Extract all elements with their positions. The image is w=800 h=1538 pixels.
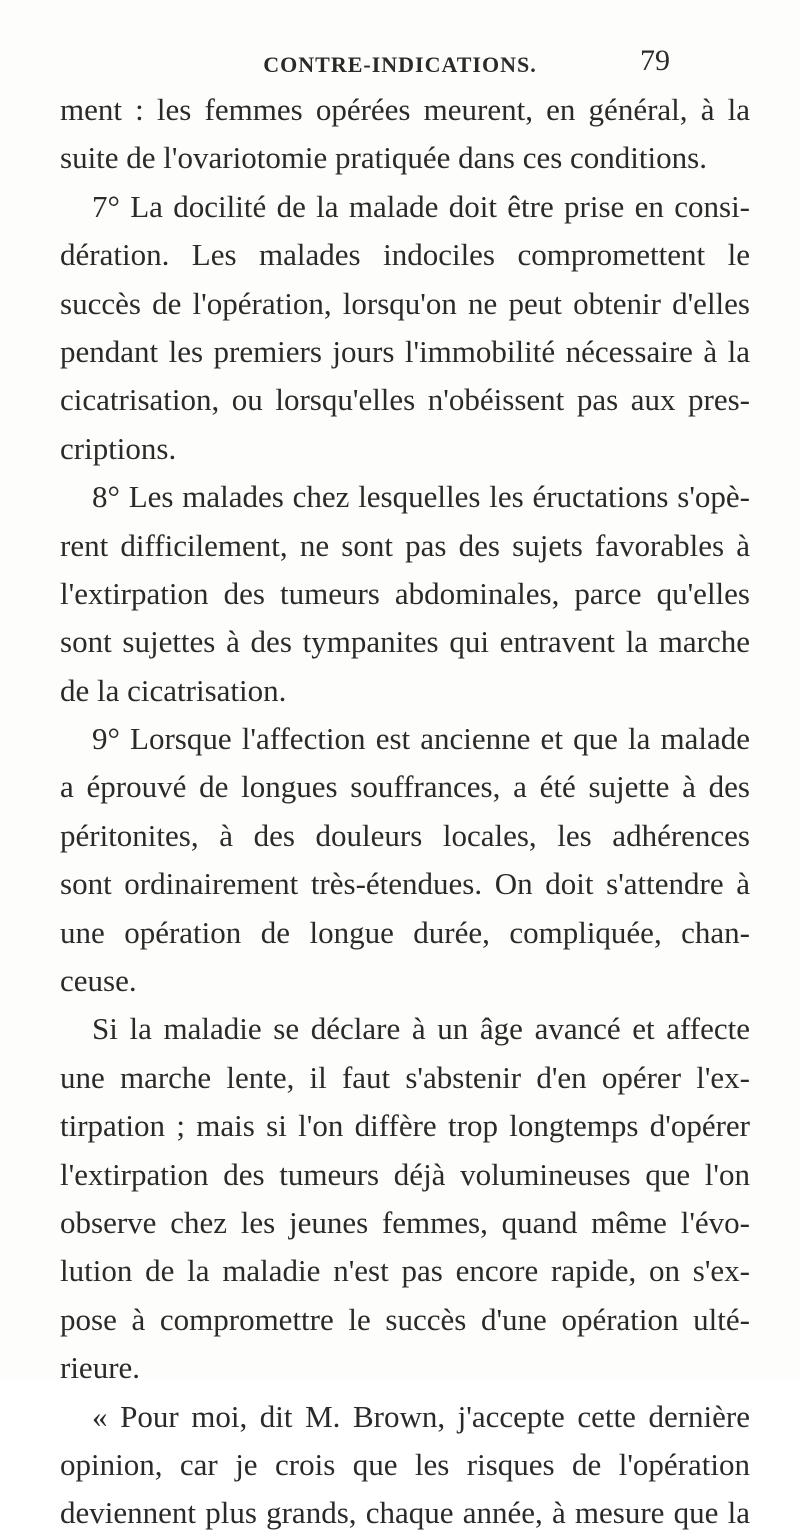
text-line: une opération de longue durée, compliquée, chan- [60,914,750,950]
text-line: l'extirpation des tumeurs abdominales, parce qu'elles [60,575,750,611]
text-line: ceuse. [60,963,137,999]
text-line: l'extirpation des tumeurs déjà volumineuses que l'on [60,1156,750,1192]
text-line: rent difficilement, ne sont pas des sujets favorables à [60,527,750,563]
body-text [60,86,750,1538]
text-line: 8° Les malades chez lesquelles les éructations s'opè- [92,479,750,515]
text-line: « Pour moi, dit M. Brown, j'accepte cette dernière [92,1398,750,1434]
text-line: sont ordinairement très-étendues. On doit s'attendre à [60,866,750,902]
text-line: deviennent plus grands, chaque année, à mesure que la [60,1495,750,1531]
text-line: péritonites, à des douleurs locales, les adhérences [60,817,750,853]
text-line: opinion, car je crois que les risques de l'opération [60,1446,750,1482]
text-line: observe chez les jeunes femmes, quand même l'évo- [60,1204,750,1240]
text-line: tirpation ; mais si l'on diffère trop longtemps d'opérer [60,1108,750,1144]
text-line: dération. Les malades indociles compromettent le [60,237,750,273]
text-line: sont sujettes à des tympanites qui entravent la marche [60,624,750,660]
text-line: 7° La docilité de la malade doit être prise en consi- [92,188,750,224]
text-line: une marche lente, il faut s'abstenir d'en opérer l'ex- [60,1059,750,1095]
text-line: criptions. [60,430,177,466]
text-line: lution de la maladie n'est pas encore rapide, on s'ex- [60,1253,750,1289]
page-number: 79 [640,44,670,77]
text-line: cicatrisation, ou lorsqu'elles n'obéissent pas aux pres- [60,382,750,418]
text-line: rieure. [60,1350,141,1386]
text-line: 9° Lorsque l'affection est ancienne et que la malade [92,721,750,757]
text-line: de la cicatrisation. [60,672,287,708]
text-line: suite de l'ovariotomie pratiquée dans ces conditions. [60,140,707,176]
text-line: a éprouvé de longues souffrances, a été sujette à des [60,769,750,805]
running-title: CONTRE-INDICATIONS. [263,52,537,77]
text-line: Si la maladie se déclare à un âge avancé et affecte [92,1011,750,1047]
text-line: ment : les femmes opérées meurent, en général, à la [60,92,750,127]
text-line: pose à compromettre le succès d'une opération ulté- [60,1301,750,1337]
text-line: succès de l'opération, lorsqu'on ne peut obtenir d'elles [60,285,750,321]
text-line: pendant les premiers jours l'immobilité nécessaire à la [60,333,750,369]
